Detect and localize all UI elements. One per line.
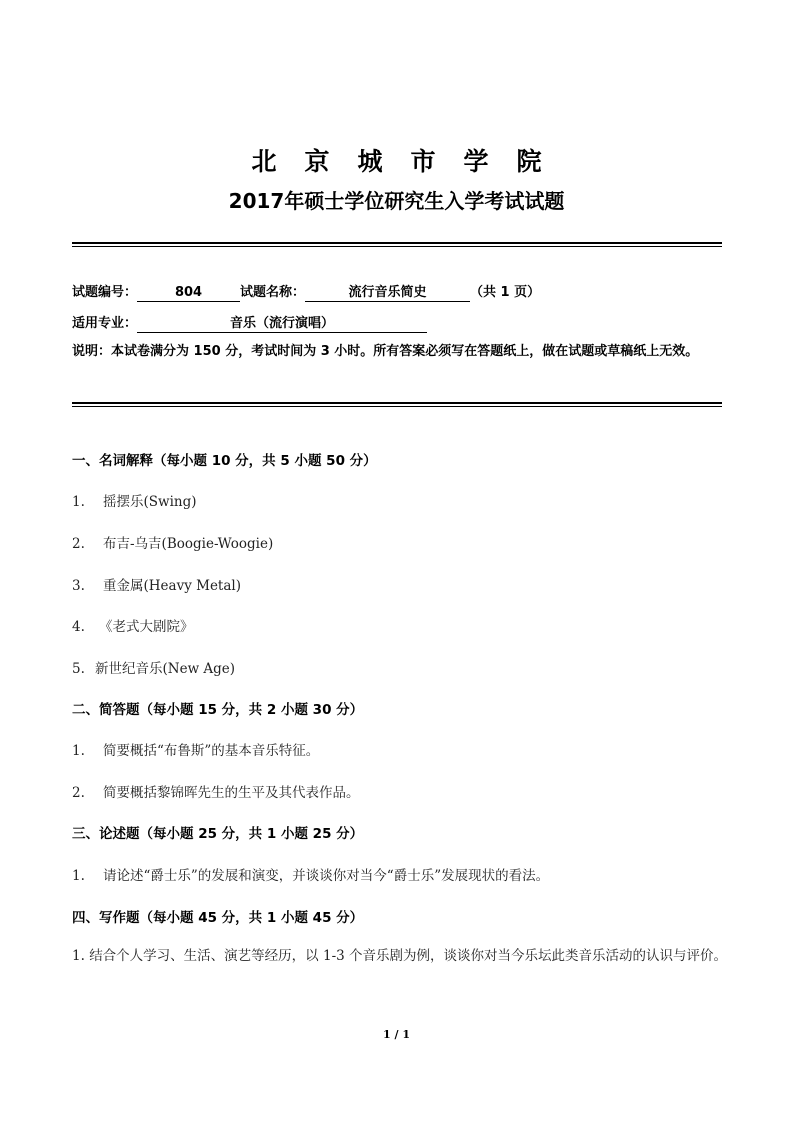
question-item — [72, 657, 235, 677]
question-number: 4. — [72, 619, 85, 635]
question-item — [72, 615, 194, 635]
question-item — [72, 739, 319, 759]
question-text: 请论述“爵士乐”的发展和演变，并谈谈你对当今“爵士乐”发展现状的看法。 — [103, 868, 550, 884]
question-item — [72, 945, 727, 967]
question-item — [72, 490, 197, 510]
question-text: 结合个人学习、生活、演艺等经历，以 1-3 个音乐剧为例，谈谈你对当今乐坛此类音乐活动的认识与评价。 — [89, 948, 728, 964]
name-label: 试题名称： — [240, 285, 306, 300]
question-item — [72, 532, 273, 552]
question-item — [72, 781, 360, 801]
section-heading: 四、写作题（每小题 45 分，共 1 小题 45 分） — [72, 910, 364, 926]
question-text: 《老式大剧院》 — [99, 619, 194, 635]
question-text: 简要概括黎锦晖先生的生平及其代表作品。 — [103, 785, 360, 801]
name-value: 流行音乐简史 — [305, 285, 470, 302]
section-heading: 二、简答题（每小题 15 分，共 2 小题 30 分） — [72, 702, 364, 718]
school-name: 北京城市学院 — [251, 147, 570, 176]
code-value: 804 — [137, 285, 240, 302]
meta-row-major — [72, 315, 427, 333]
section-heading: 一、名词解释（每小题 10 分，共 5 小题 50 分） — [72, 453, 377, 469]
top-double-rule — [72, 242, 722, 247]
question-number: 3. — [72, 578, 85, 594]
instructions-note: 说明：本试卷满分为 150 分，考试时间为 3 小时。所有答案必须写在答题纸上，做在试题或草稿纸上无效。 — [72, 344, 699, 359]
bottom-double-rule — [72, 402, 722, 407]
question-number: 2. — [72, 785, 85, 801]
code-label: 试题编号： — [72, 285, 138, 300]
question-item — [72, 574, 241, 594]
question-number: 2. — [72, 536, 85, 552]
question-number: 1. — [72, 948, 85, 964]
question-text: 新世纪音乐(New Age) — [95, 661, 236, 677]
question-text: 简要概括“布鲁斯”的基本音乐特征。 — [103, 743, 320, 759]
question-item — [72, 864, 549, 884]
exam-title: 2017年硕士学位研究生入学考试试题 — [228, 189, 565, 213]
question-text: 重金属(Heavy Metal) — [103, 578, 241, 594]
major-value: 音乐（流行演唱） — [137, 316, 427, 333]
meta-row-code-name — [72, 284, 540, 302]
question-text: 布吉-乌吉(Boogie-Woogie) — [103, 536, 274, 552]
question-number: 1. — [72, 494, 85, 510]
question-text: 摇摆乐(Swing) — [103, 494, 197, 510]
pages-text: （共 1 页） — [470, 285, 541, 300]
section-heading: 三、论述题（每小题 25 分，共 1 小题 25 分） — [72, 826, 364, 842]
major-label: 适用专业： — [72, 316, 138, 331]
question-number: 1. — [72, 743, 85, 759]
question-number: 5. — [72, 661, 85, 677]
page-indicator: 1 / 1 — [383, 1028, 410, 1041]
question-number: 1. — [72, 868, 85, 884]
